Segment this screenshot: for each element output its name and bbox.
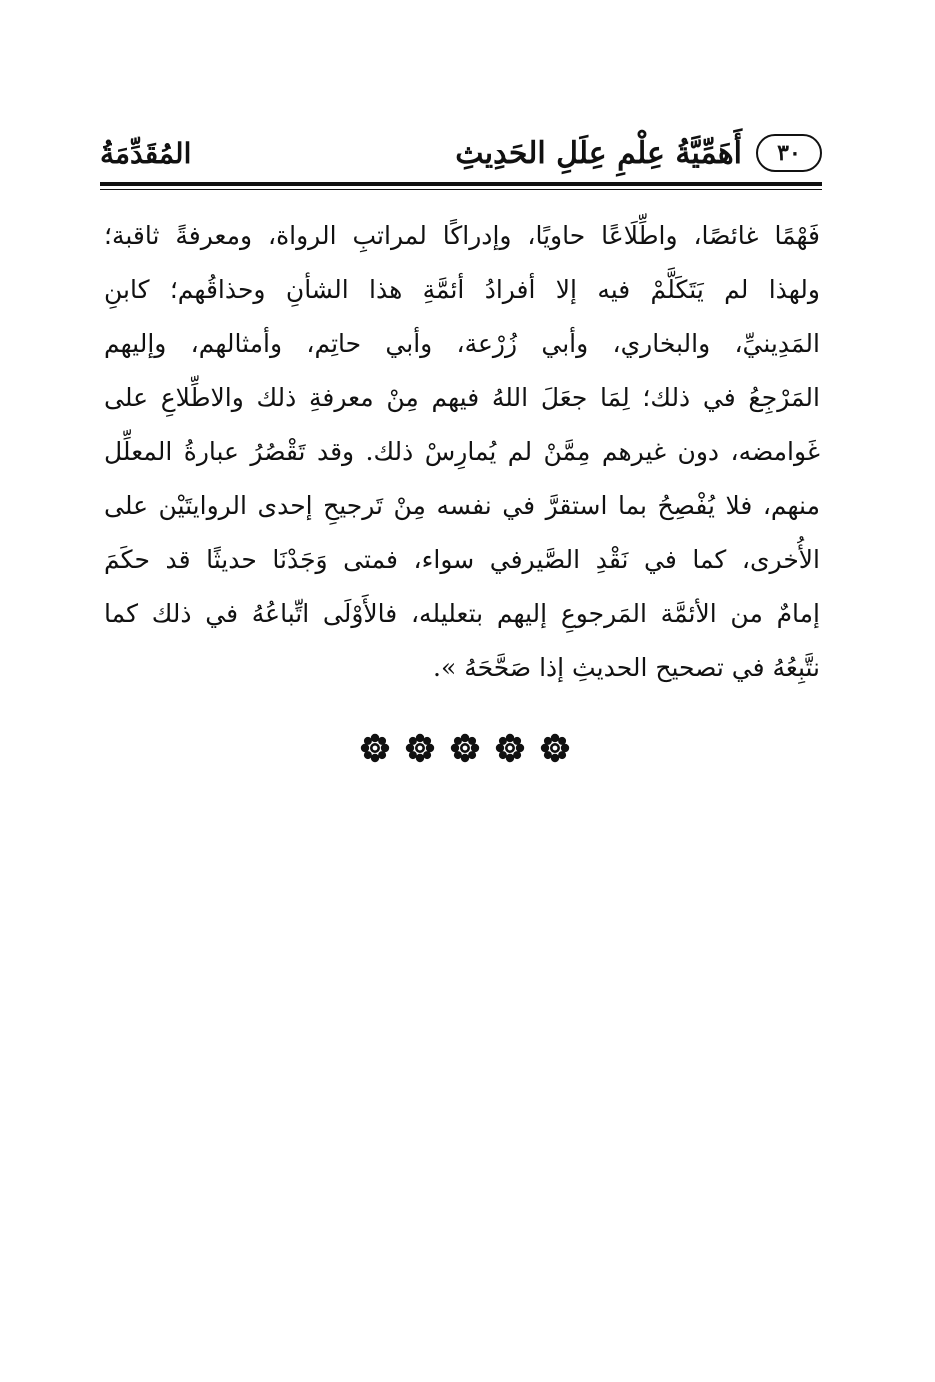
text-line: المَرْجِعُ في ذلك؛ لِمَا جعَلَ اللهُ فيهم مِنْ معرفةِ ذلك والاطِّلاعِ على: [104, 383, 820, 412]
text-line: غَوامضه، دون غيرهم مِمَّنْ لم يُمارِسْ ذلك. وقد تَقْصُرُ عبارةُ المعلِّل: [104, 437, 820, 466]
page-number: ٣٠: [756, 134, 822, 172]
text-line: المَدِينيِّ، والبخاري، وأبي زُرْعة، وأبي حاتِم، وأمثالهم، وإليهم: [104, 329, 820, 358]
page-header: [100, 128, 822, 184]
flower-ornament-icon: [360, 733, 390, 763]
text-line: إمامٌ من الأئمَّة المَرجوعِ إليهم بتعليله، فالأَوْلَى اتِّباعُهُ في ذلك كما: [104, 599, 820, 628]
header-rule-thin: [100, 189, 822, 190]
chapter-title: المُقَدِّمَةُ: [100, 136, 192, 170]
text-line: فَهْمًا غائصًا، واطِّلَاعًا حاويًا، وإدراكًا لمراتبِ الرواة، ومعرفةً ثاقبة؛: [104, 221, 820, 250]
text-line: منهم، فلا يُفْصِحُ بما استقرَّ في نفسه مِنْ تَرجيحِ إحدى الروايتَيْن على: [104, 491, 820, 520]
header-rule-thick: [100, 182, 822, 186]
flower-ornament-icon: [495, 733, 525, 763]
text-line: الأُخرى، كما في نَقْدِ الصَّيرفي سواء، فمتى وَجَدْنَا حديثًا قد حكَمَ: [104, 545, 820, 574]
header-row: [100, 128, 822, 178]
section-divider-ornaments: [360, 730, 570, 766]
text-line: نتَّبِعُهُ في تصحيح الحديثِ إذا صَحَّحَهُ ».: [433, 653, 820, 682]
text-line: ولهذا لم يَتَكَلَّمْ فيه إلا أفرادُ أئمَّةِ هذا الشأنِ وحذاقُهم؛ كابنِ: [104, 275, 820, 304]
flower-ornament-icon: [540, 733, 570, 763]
flower-ornament-icon: [405, 733, 435, 763]
header-title-group: [455, 134, 822, 172]
flower-ornament-icon: [450, 733, 480, 763]
book-title: أَهَمِّيَّةُ عِلْمِ عِلَلِ الحَدِيثِ: [455, 135, 742, 171]
